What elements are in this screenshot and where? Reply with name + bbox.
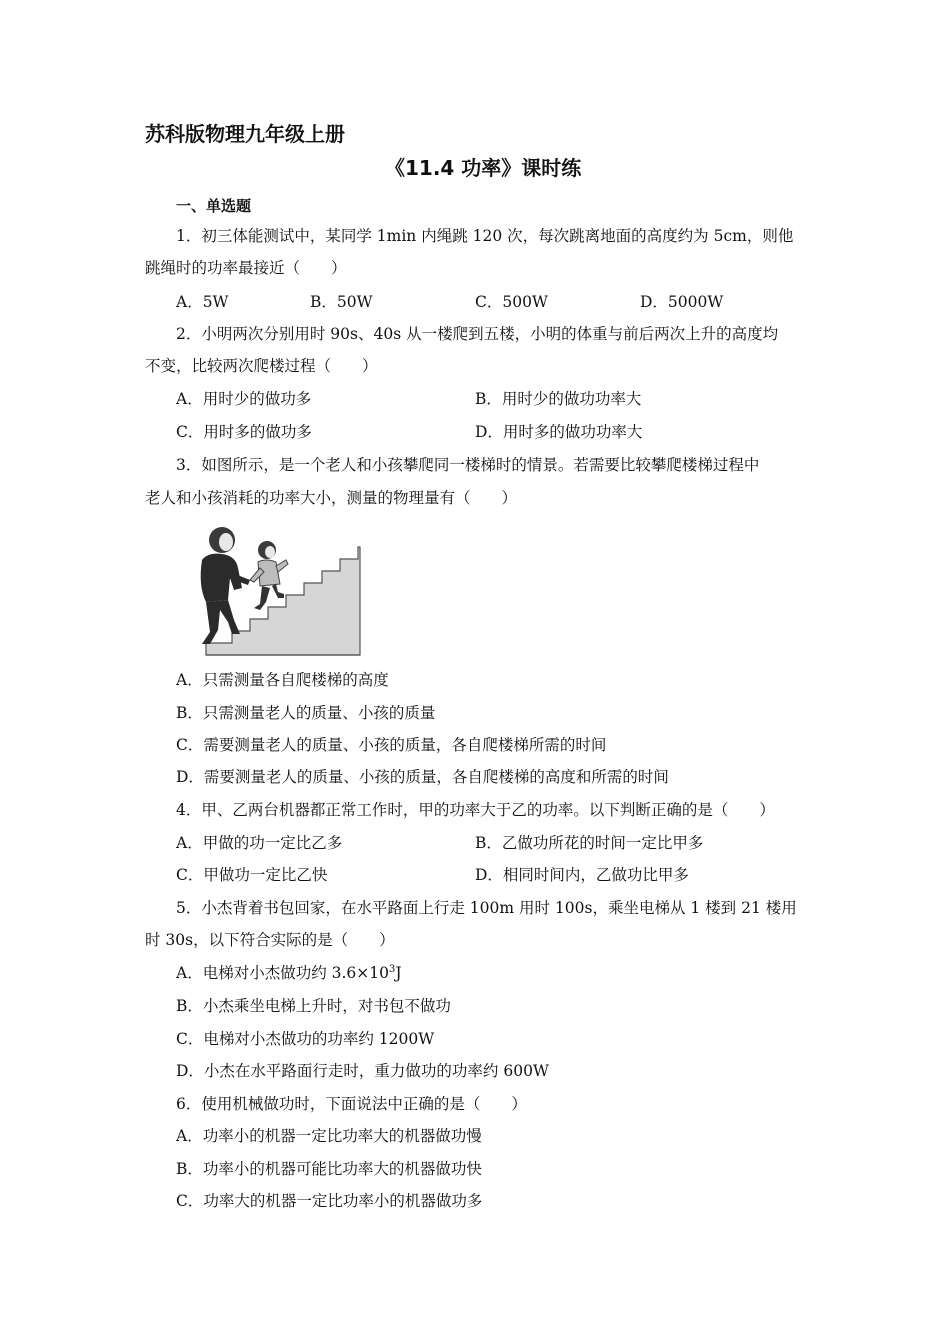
q2-option-c: C．用时多的做功多 <box>176 423 312 441</box>
q2-option-a: A．用时少的做功多 <box>176 390 312 408</box>
q1-option-b: B．50W <box>310 293 373 311</box>
q2-stem-line2: 不变，比较两次爬楼过程（ ） <box>145 357 378 375</box>
q3-option-d: D．需要测量老人的质量、小孩的质量，各自爬楼梯的高度和所需的时间 <box>176 768 669 786</box>
q3-option-c: C．需要测量老人的质量、小孩的质量，各自爬楼梯所需的时间 <box>176 736 607 754</box>
document-title: 苏科版物理九年级上册 <box>145 122 345 146</box>
q5-stem-line1: 5．小杰背着书包回家，在水平路面上行走 100m 用时 100s，乘坐电梯从 1 楼到 21 楼用 <box>176 899 797 917</box>
q3-option-a: A．只需测量各自爬楼梯的高度 <box>176 671 389 689</box>
q1-option-d: D．5000W <box>640 293 724 311</box>
q1-option-c: C．500W <box>475 293 548 311</box>
q6-option-b: B．功率小的机器可能比功率大的机器做功快 <box>176 1160 482 1178</box>
q5-option-a-exponent: 3 <box>388 963 396 975</box>
q3-option-b: B．只需测量老人的质量、小孩的质量 <box>176 704 436 722</box>
q5-stem-line2: 时 30s，以下符合实际的是（ ） <box>145 931 395 949</box>
q5-option-a-unit: J <box>395 964 402 982</box>
q6-option-c: C．功率大的机器一定比功率小的机器做功多 <box>176 1192 483 1210</box>
q6-stem-line1: 6．使用机械做功时，下面说法中正确的是（ ） <box>176 1095 527 1113</box>
q3-stem-line1: 3．如图所示，是一个老人和小孩攀爬同一楼梯时的情景。若需要比较攀爬楼梯过程中 <box>176 456 760 474</box>
q5-option-a <box>176 963 402 983</box>
q4-option-a: A．甲做的功一定比乙多 <box>176 834 343 852</box>
q1-option-a: A．5W <box>176 293 229 311</box>
old-man-figure <box>201 527 250 644</box>
child-figure <box>250 541 288 610</box>
document-subtitle: 《11.4 功率》课时练 <box>385 156 582 180</box>
q4-option-c: C．甲做功一定比乙快 <box>176 866 328 884</box>
q4-option-b: B．乙做功所花的时间一定比甲多 <box>475 834 704 852</box>
q2-stem-line1: 2．小明两次分别用时 90s、40s 从一楼爬到五楼，小明的体重与前后两次上升的高度均 <box>176 325 779 343</box>
section-heading: 一、单选题 <box>176 197 252 215</box>
q2-option-d: D．用时多的做功功率大 <box>475 423 643 441</box>
q5-option-a-text: A．电梯对小杰做功约 3.6×10 <box>176 964 389 982</box>
q4-stem-line1: 4．甲、乙两台机器都正常工作时，甲的功率大于乙的功率。以下判断正确的是（ ） <box>176 801 775 819</box>
q5-option-b: B．小杰乘坐电梯上升时，对书包不做功 <box>176 997 451 1015</box>
q1-stem-line1: 1．初三体能测试中，某同学 1min 内绳跳 120 次，每次跳离地面的高度约为 5cm，则他 <box>176 227 794 245</box>
q5-option-c: C．电梯对小杰做功的功率约 1200W <box>176 1030 435 1048</box>
q4-option-d: D．相同时间内，乙做功比甲多 <box>475 866 689 884</box>
stairs-illustration <box>188 522 363 658</box>
q2-option-b: B．用时少的做功功率大 <box>475 390 642 408</box>
q3-stem-line2: 老人和小孩消耗的功率大小，测量的物理量有（ ） <box>145 489 518 507</box>
q1-stem-line2: 跳绳时的功率最接近（ ） <box>145 259 347 277</box>
q6-option-a: A．功率小的机器一定比功率大的机器做功慢 <box>176 1127 482 1145</box>
q5-option-d: D．小杰在水平路面行走时，重力做功的功率约 600W <box>176 1062 549 1080</box>
